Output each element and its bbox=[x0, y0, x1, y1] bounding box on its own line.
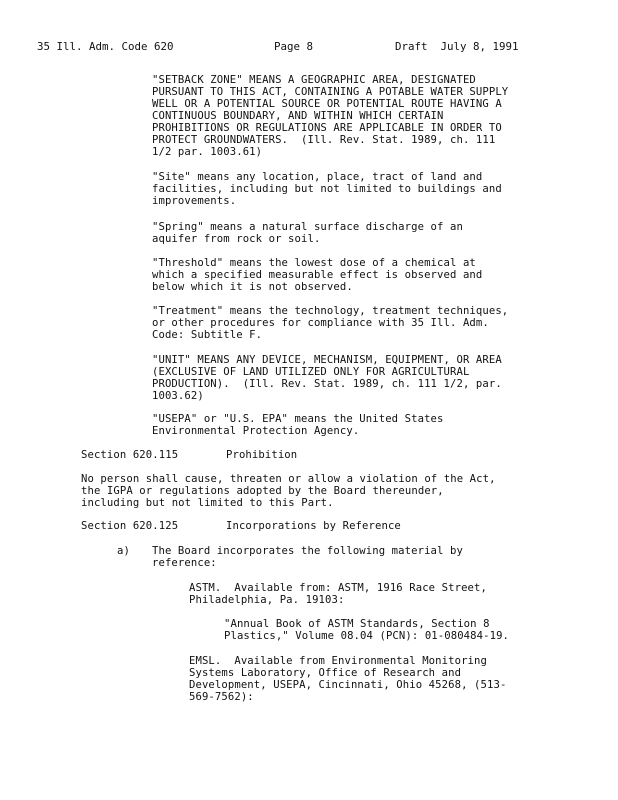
header-draft: Draft July 8, 1991 bbox=[395, 40, 519, 53]
text-line: "UNIT" MEANS ANY DEVICE, MECHANISM, EQUIPMENT, OR AREA bbox=[152, 354, 502, 366]
text-line: 569-7562): bbox=[189, 691, 254, 703]
header-code: 35 Ill. Adm. Code 620 bbox=[37, 40, 174, 53]
text-line: Plastics," Volume 08.04 (PCN): 01-080484-19. bbox=[224, 630, 510, 642]
section-title: Prohibition bbox=[226, 449, 298, 461]
text-line: "USEPA" or "U.S. EPA" means the United States bbox=[152, 413, 444, 425]
text-line: facilities, including but not limited to buildings and bbox=[152, 183, 502, 195]
text-line: (EXCLUSIVE OF LAND UTILIZED ONLY FOR AGRICULTURAL bbox=[152, 366, 470, 378]
text-line: "Threshold" means the lowest dose of a chemical at bbox=[152, 257, 476, 269]
section-number: Section 620.115 bbox=[81, 449, 179, 461]
header-page: Page 8 bbox=[274, 40, 314, 53]
text-line: The Board incorporates the following material by bbox=[152, 545, 463, 557]
text-line: aquifer from rock or soil. bbox=[152, 233, 321, 245]
text-line: "Treatment" means the technology, treatment techniques, bbox=[152, 305, 509, 317]
text-line: "SETBACK ZONE" MEANS A GEOGRAPHIC AREA, DESIGNATED bbox=[152, 74, 476, 86]
text-line: "Spring" means a natural surface discharge of an bbox=[152, 221, 463, 233]
text-line: 1/2 par. 1003.61) bbox=[152, 146, 263, 158]
text-line: Systems Laboratory, Office of Research and bbox=[189, 667, 462, 679]
text-line: Environmental Protection Agency. bbox=[152, 425, 360, 437]
text-line: including but not limited to this Part. bbox=[81, 497, 334, 509]
text-line: 1003.62) bbox=[152, 390, 204, 402]
text-line: improvements. bbox=[152, 195, 237, 207]
text-line: PURSUANT TO THIS ACT, CONTAINING A POTABLE WATER SUPPLY bbox=[152, 86, 509, 98]
text-line: reference: bbox=[152, 557, 217, 569]
text-line: Development, USEPA, Cincinnati, Ohio 45268, (513- bbox=[189, 679, 507, 691]
text-line: PROHIBITIONS OR REGULATIONS ARE APPLICABLE IN ORDER TO bbox=[152, 122, 502, 134]
text-line: PRODUCTION). (Ill. Rev. Stat. 1989, ch. 111 1/2, par. bbox=[152, 378, 502, 390]
text-line: "Site" means any location, place, tract of land and bbox=[152, 171, 483, 183]
text-line: ASTM. Available from: ASTM, 1916 Race Street, bbox=[189, 582, 487, 594]
text-line: Code: Subtitle F. bbox=[152, 329, 263, 341]
text-line: or other procedures for compliance with 35 Ill. Adm. bbox=[152, 317, 489, 329]
item-label: a) bbox=[117, 545, 130, 557]
text-line: EMSL. Available from Environmental Monitoring bbox=[189, 655, 487, 667]
text-line: WELL OR A POTENTIAL SOURCE OR POTENTIAL ROUTE HAVING A bbox=[152, 98, 502, 110]
text-line: which a specified measurable effect is observed and bbox=[152, 269, 483, 281]
text-line: CONTINUOUS BOUNDARY, AND WITHIN WHICH CERTAIN bbox=[152, 110, 444, 122]
text-line: the IGPA or regulations adopted by the Board thereunder, bbox=[81, 485, 444, 497]
text-line: No person shall cause, threaten or allow a violation of the Act, bbox=[81, 473, 496, 485]
section-title: Incorporations by Reference bbox=[226, 520, 401, 532]
text-line: "Annual Book of ASTM Standards, Section 8 bbox=[224, 618, 490, 630]
section-number: Section 620.125 bbox=[81, 520, 179, 532]
text-line: PROTECT GROUNDWATERS. (Ill. Rev. Stat. 1989, ch. 111 bbox=[152, 134, 496, 146]
text-line: Philadelphia, Pa. 19103: bbox=[189, 594, 345, 606]
text-line: below which it is not observed. bbox=[152, 281, 353, 293]
